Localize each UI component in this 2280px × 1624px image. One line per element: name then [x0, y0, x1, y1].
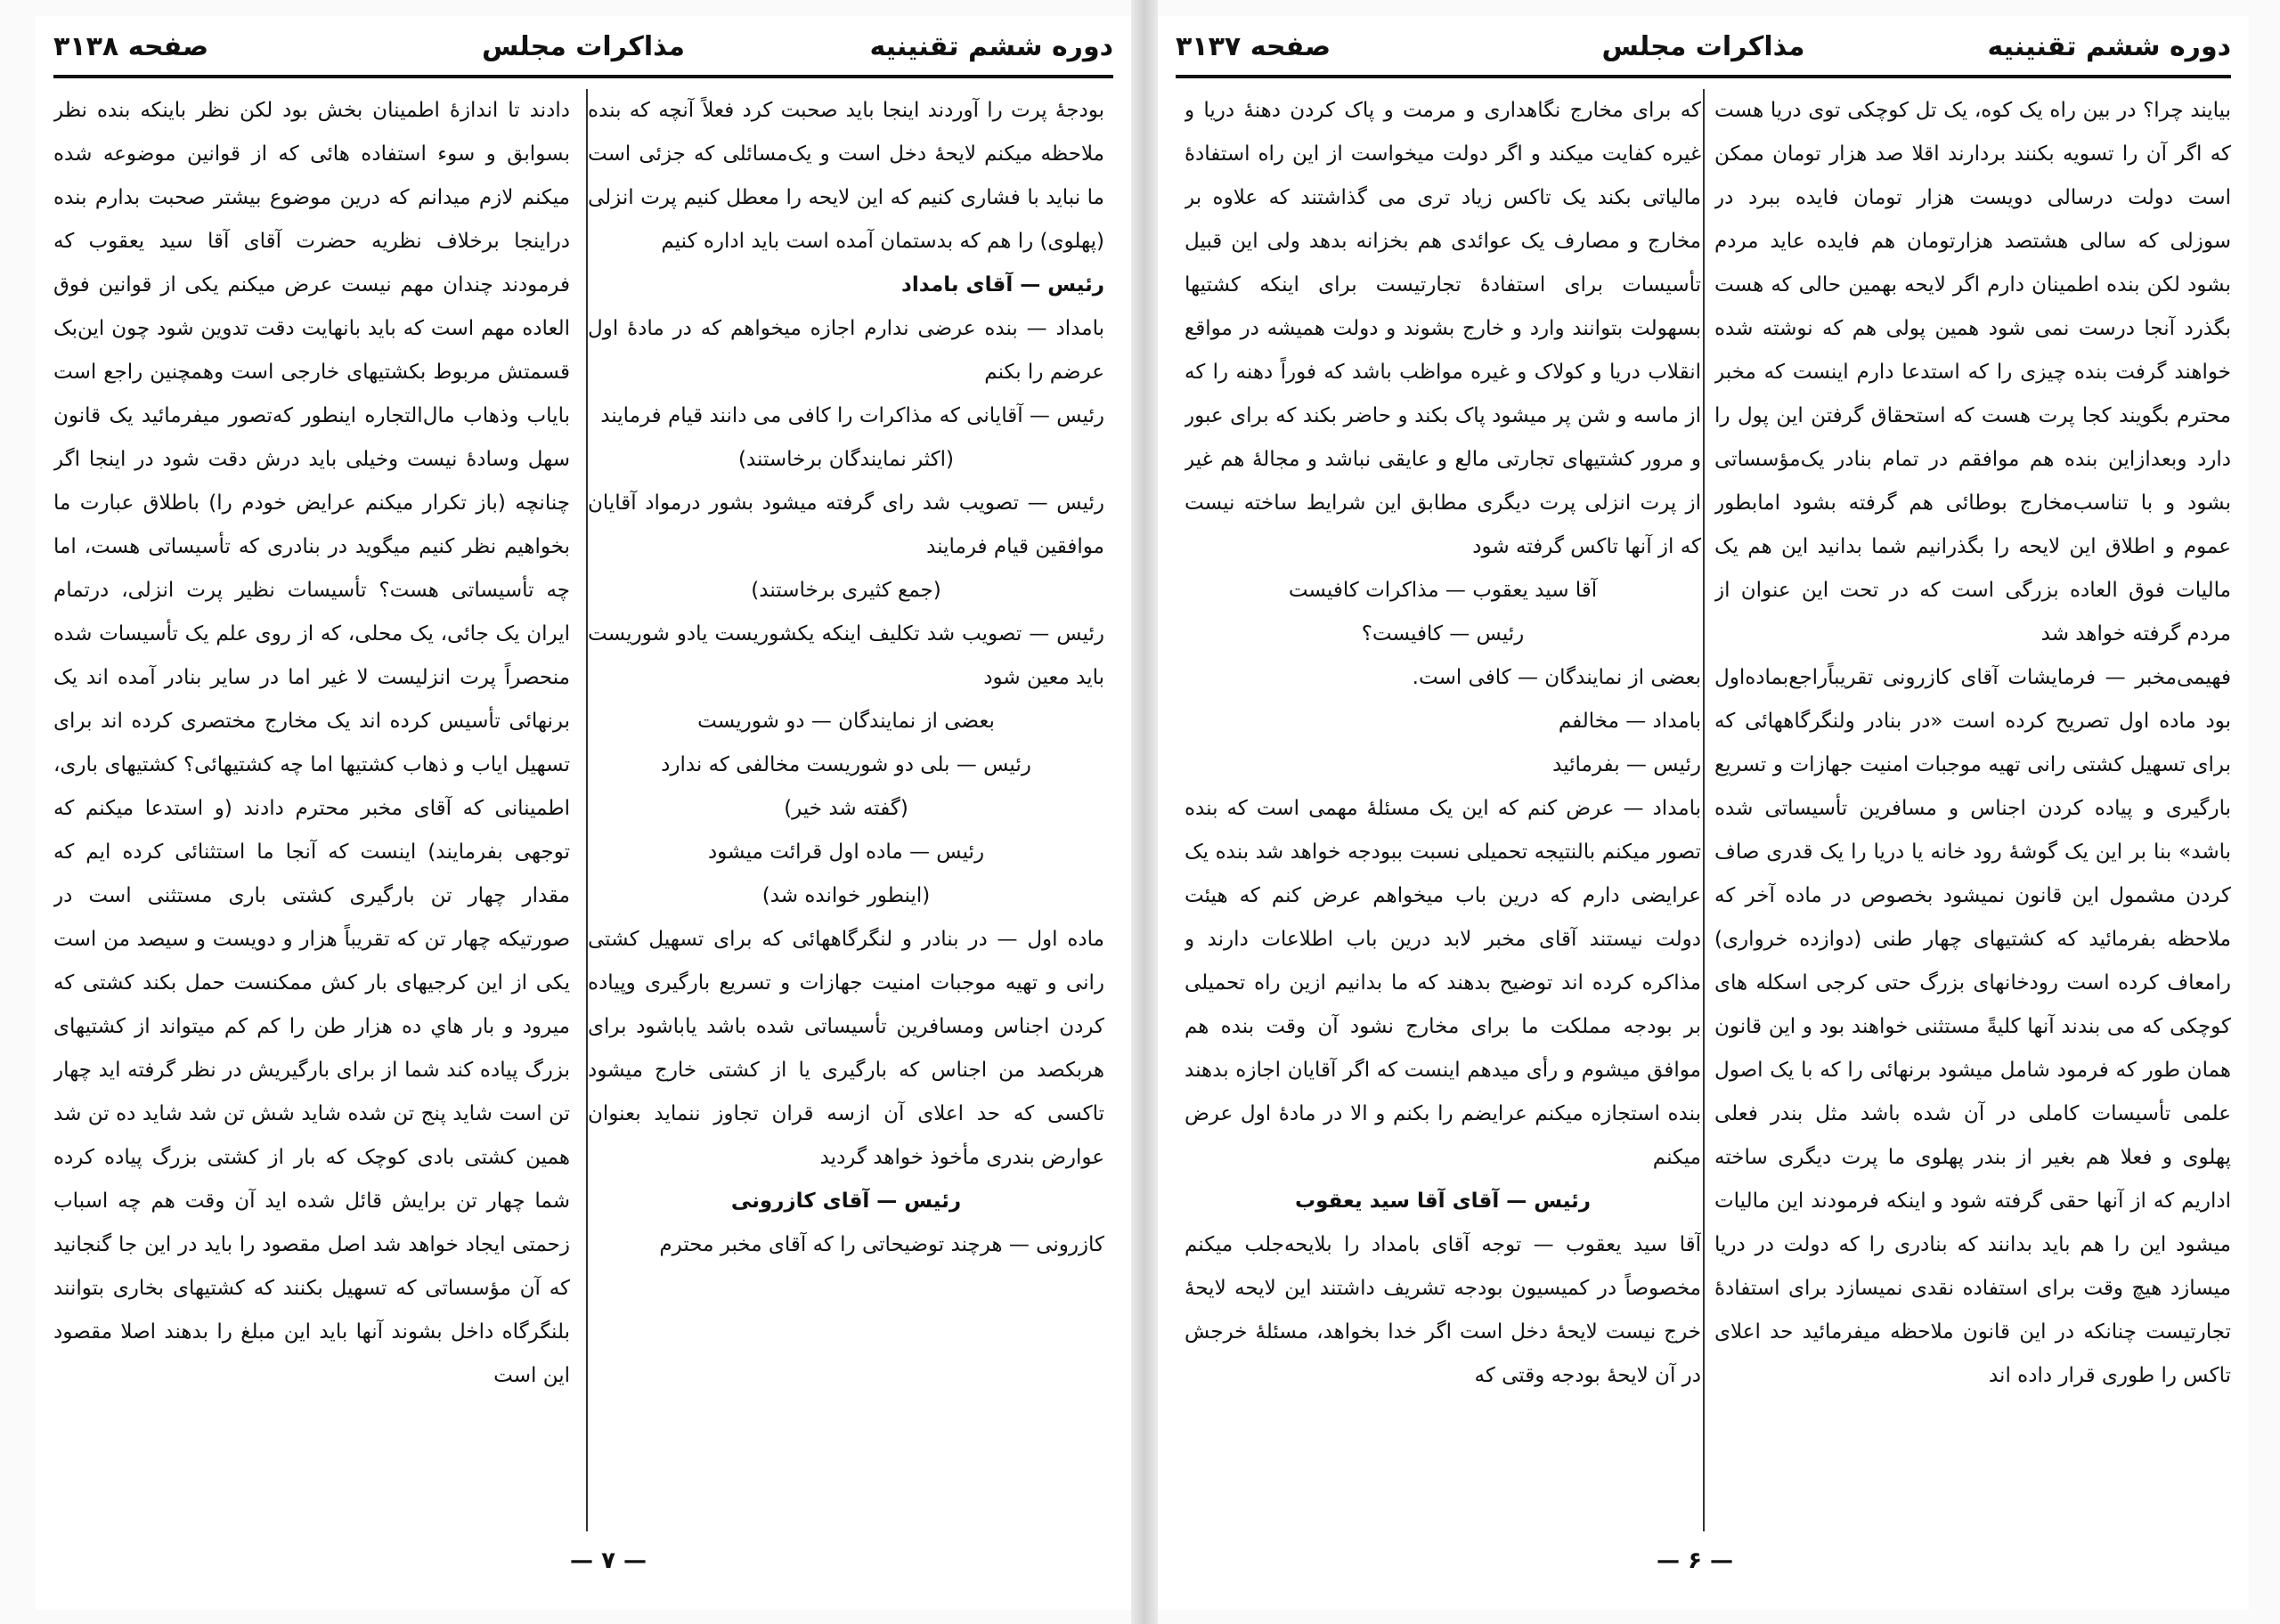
paragraph: بعضی از نمایندگان — دو شوریست	[697, 710, 995, 733]
left-page	[36, 16, 1131, 1610]
header-session: دوره ششم تقنینیه	[869, 31, 1113, 62]
page-footer-number: — ۷ —	[570, 1547, 647, 1574]
page-header	[1176, 25, 2231, 69]
header-page-number: صفحه ۳۱۳۷	[1176, 31, 1331, 62]
header-title: مذاکرات مجلس	[481, 31, 686, 62]
paragraph: رئیس — ماده اول قرائت میشود	[707, 840, 985, 864]
header-title: مذاکرات مجلس	[1601, 31, 1805, 62]
speaker-line: بعضی از نمایندگان — کافی است.	[1412, 666, 1701, 689]
text-column-right	[588, 89, 1104, 1531]
header-rule	[53, 75, 1113, 78]
speaker-line: رئیس — آقای کازرونی	[730, 1190, 962, 1213]
paragraph: رئیس — آقایانی که مذاکرات را کافی می دانند قیام فرمایند	[600, 404, 1104, 427]
paragraph: بامداد — عرض کنم که این یک مسئلهٔ مهمی است که بنده تصور میکنم بالنتیجه تحمیلی نسبت ببودجه خواهد شد بنده یک عرایضی دارم که درین باب میخواهم عرض کنم که هیئت دولت نیستند آقای مخبر لابد درین باب اطلاعات دارند و مذاکره کرده اند توضیح بدهند که ما بدانیم ازین راه تحمیلی بر بودجه مملکت ما برای مخارج نشود آن وقت بنده هم موافق میشوم و رأی میدهم اینست که اگر آقایان اجازه بدهند بنده استجازه میکنم عرایضم را بکنم و الا در مادهٔ اول عرض میکنم	[1185, 797, 1701, 1169]
parenthetical-note: (اینطور خوانده شد)	[761, 884, 931, 907]
header-page-number: صفحه ۳۱۳۸	[53, 31, 209, 62]
paragraph: کازرونی — هرچند توضیحاتی را که آقای مخبر محترم	[659, 1233, 1104, 1256]
book-gutter	[1131, 0, 1158, 1624]
text-column-right	[1714, 89, 2231, 1531]
text-column-left	[1185, 89, 1701, 1531]
paragraph: رئیس — بلی دو شوریست مخالفی که ندارد	[661, 753, 1031, 776]
article-text: ماده اول — در بنادر و لنگرگاههائی که برای تسهیل کشتی رانی و تهیه موجبات امنیت جهازات و تسریع بارگیری وپیاده کردن اجناس ومسافرین تأسیساتی شده باشد یاباشود برای هربکصد من اجناس که بارگیری یا از کشتی خارج میشود تاکسی که حد اعلای آن ازسه قران تجاوز ننماید بعنوان عوارض بندری مأخوذ خواهد گردید	[588, 928, 1104, 1169]
paragraph: رئیس — تصویب شد رای گرفته میشود بشور درمواد آقایان موافقین قیام فرمایند	[588, 491, 1104, 558]
paragraph: آقا سید یعقوب — توجه آقای بامداد را بلایحه‌جلب میکنم مخصوصاً در کمیسیون بودجه تشریف داشتند این لایحه لایحهٔ خرج نیست لایحهٔ دخل است اگر خدا بخواهد، مسئلهٔ خرجش در آن لایحهٔ بودجه وقتی که	[1185, 1233, 1701, 1387]
speaker-line: رئیس — آقای بامداد	[901, 273, 1104, 296]
speaker-line: رئیس — بفرمائید	[1552, 753, 1701, 776]
paragraph: بودجهٔ پرت را آوردند اینجا باید صحبت کرد فعلاً آنچه که بنده ملاحظه میکنم لایحهٔ دخل است و یک‌مسائلی که جزئی است ما نباید با فشاری کنیم که این لایحه را معطل کنیم پرت انزلی (پهلوی) را هم که بدستمان آمده است باید اداره کنیم	[588, 99, 1104, 253]
parenthetical-note: (جمع کثیری برخاستند)	[751, 579, 941, 602]
speaker-line: رئیس — کافیست؟	[1361, 622, 1525, 646]
paragraph: بیایند چرا؟ در بین راه یک کوه، یک تل کوچکی توی دریا هست که اگر آن را تسویه بکنند بردارند اقلا صد هزار تومان ممکن است دولت درسالی دویست هزار تومان فایده ببرد در سوزلی که سالی هشتصد هزارتومان هم فایده عاید مردم بشود لکن بنده اطمینان دارم اگر لایحه بهمین حالی که هست بگذرد آنجا درست نمی شود همین پولی هم که نوشته شده خواهند گرفت بنده چیزی را که استدعا دارم اینست که مخبر محترم بگویند کجا پرت هست که استحقاق گرفتن این پول را دارد وبعدازاین بنده هم موافقم در تمام بنادر یک‌مؤسساتی بشود و با تناسب‌مخارج بوطائی هم گرفته بشود امابطور عموم و اطلاق این لایحه را بگذرانیم شما بدانید این هم یک مالیات فوق العاده بزرگی است که در تحت این عنوان از مردم گرفته خواهد شد	[1714, 99, 2231, 646]
paragraph: رئیس — تصویب شد تکلیف اینکه یکشوریست یادو شوریست باید معین شود	[588, 622, 1104, 689]
page-header	[53, 25, 1113, 69]
paragraph: که برای مخارج نگاهداری و مرمت و پاک کردن دهنهٔ دریا و غیره کفایت میکند و اگر دولت میخواست از این راه استفادهٔ مالیاتی بکند یک تاکس زیاد تری می گذاشتند که علاوه بر مخارج و مصارف یک عوائدی هم بخزانه بدهد ولی این قبیل تأسیسات برای استفادهٔ تجارتیست برای اینکه کشتیها بسهولت بتوانند وارد و خارج بشوند و دولت همیشه در مواقع انقلاب دریا و کولاک و غیره مواظب باشد که فوراً دهنه را که از ماسه و شن پر میشود پاک بکند و حاضر بکند که برای عبور و مرور کشتیهای تجارتی مالع و عایقی نباشد و مجالهٔ هم غیر از پرت انزلی پرت دیگری مطابق این شرایط ساخته نیست که از آنها تاکس گرفته شود	[1185, 99, 1701, 558]
header-rule	[1176, 75, 2231, 78]
right-page	[1158, 16, 2249, 1610]
text-column-left	[53, 89, 570, 1531]
paragraph: فهیمی‌مخبر — فرمایشات آقای کازرونی تقریباًراجع‌بماده‌اول بود ماده اول تصریح کرده است «در بنادر ولنگرگاههائی که برای تسهیل کشتی رانی تهیه موجبات امنیت جهازات و تسریع بارگیری و پیاده کردن اجناس و مسافرین تأسیساتی شده باشد» بنا بر این یک گوشهٔ رود خانه یا دریا را یک قدری صاف کردن مشمول این قانون نمیشود بخصوص در ماده آخر که ملاحظه بفرمائید که کشتیهای چهار طنی (دوازده خرواری) رامعاف کرده است رودخانهای بزرگ حتی کرجی اسکله های کوچکی که می بندند آنها کلیةً مستثنی خواهند بود و این قانون همان طور که فرمود شامل میشود برنهائی را که با یک اصول علمی تأسیسات کاملی در آن شده باشد مثل بندر فعلی پهلوی و فعلا هم بغیر از بندر پهلوی ما پرت دیگری ساخته اداریم که از آنها حقی گرفته شود و اینکه فرمودند این مالیات میشود این را هم باید بدانند که بنادری را که دولت در دریا میسازد هیچ وقت برای استفاده نقدی نمیسازد برای استفادهٔ تجارتیست چنانکه در این قانون ملاحظه میفرمائید حد اعلای تاکس را طوری قرار داده اند	[1714, 666, 2231, 1387]
page-footer-number: — ۶ —	[1657, 1547, 1733, 1574]
parenthetical-note: (اکثر نمایندگان برخاستند)	[737, 448, 955, 471]
parenthetical-note: (گفته شد خیر)	[784, 797, 908, 820]
column-separator	[1703, 89, 1705, 1531]
speaker-line: آقا سید یعقوب — مذاکرات کافیست	[1288, 579, 1598, 602]
speaker-line: بامداد — مخالفم	[1558, 710, 1701, 733]
paragraph: دادند تا اندازهٔ اطمینان بخش بود لکن نظر باینکه بنده نظر بسوابق و سوء استفاده هائی که از قوانین موضوعه شده میکنم لازم میدانم که درین موضوع بیشتر صحبت بدارم بنده دراینجا برخلاف نظریه حضرت آقای آقا سید یعقوب که فرمودند چندان مهم نیست عرض میکنم یکی از قوانین فوق العاده مهم است که باید بانهایت دقت تدوین شود چون این‌بک قسمتش مربوط بکشتیهای خارجی است وهمچنین راجع است بایاب وذهاب مال‌التجاره اینطور که‌تصور میفرمائید یک قانون سهل وسادهٔ نیست وخیلی باید درش دقت شود در اینجا اگر چنانچه (باز تکرار میکنم عرایض خودم را) باطلاق عبارت ما بخواهیم نظر کنیم میگوید در بنادری که تأسیساتی هست، اما چه تأسیساتی هست؟ تأسیسات نظیر پرت انزلی، درتمام ایران یک جائی، یک محلی، که از روی علم یک تأسیسات شده منحصراً پرت انزلیست لا غیر اما در سایر بنادر آمده اند یک برنهائی تأسیس کرده اند یک مخارج مختصری کرده اند برای تسهیل ایاب و ذهاب کشتیها اما چه کشتیهائی؟ کشتیهای باری، اطمینانی که آقای مخبر محترم دادند (و استدعا میکنم که توجهی بفرمایند) اینست که آنجا ما استثنائی کرده ایم که مقدار چهار تن بارگیری کشتی باری مستثنی است در صورتیکه چهار تن که تقریباً هزار و دویست و سیصد من است یکی از این کرجیهای بار کش ممکنست حمل بکند کشتی که میرود و بار هاي ده هزار طن را کم کم میتواند از کشتیهای بزرگ پیاده کند شما از برای بارگیریش در نظر گرفته اید چهار تن است شاید پنج تن شده شاید شش تن شد شاید ده تن شد همین کشتی بادی کوچک که بار از کشتی بزرگ پیاده کرده شما چهار تن برایش قائل شده اید آن وقت هم چه اسباب زحمتی ایجاد خواهد شد اصل مقصود را باید در این جا گنجانید که آن مؤسساتی که تسهیل بکنند که کشتیهای بخاری بتوانند بلنگرگاه داخل بشوند آنها باید این مبلغ را بدهند اصلا مقصود این است	[53, 99, 570, 1387]
column-separator	[586, 89, 588, 1531]
paragraph: بامداد — بنده عرضی ندارم اجازه میخواهم که در مادهٔ اول عرضم را بکنم	[588, 317, 1104, 384]
header-session: دوره ششم تقنینیه	[1987, 31, 2231, 62]
speaker-line: رئیس — آقای آقا سید یعقوب	[1294, 1190, 1592, 1213]
